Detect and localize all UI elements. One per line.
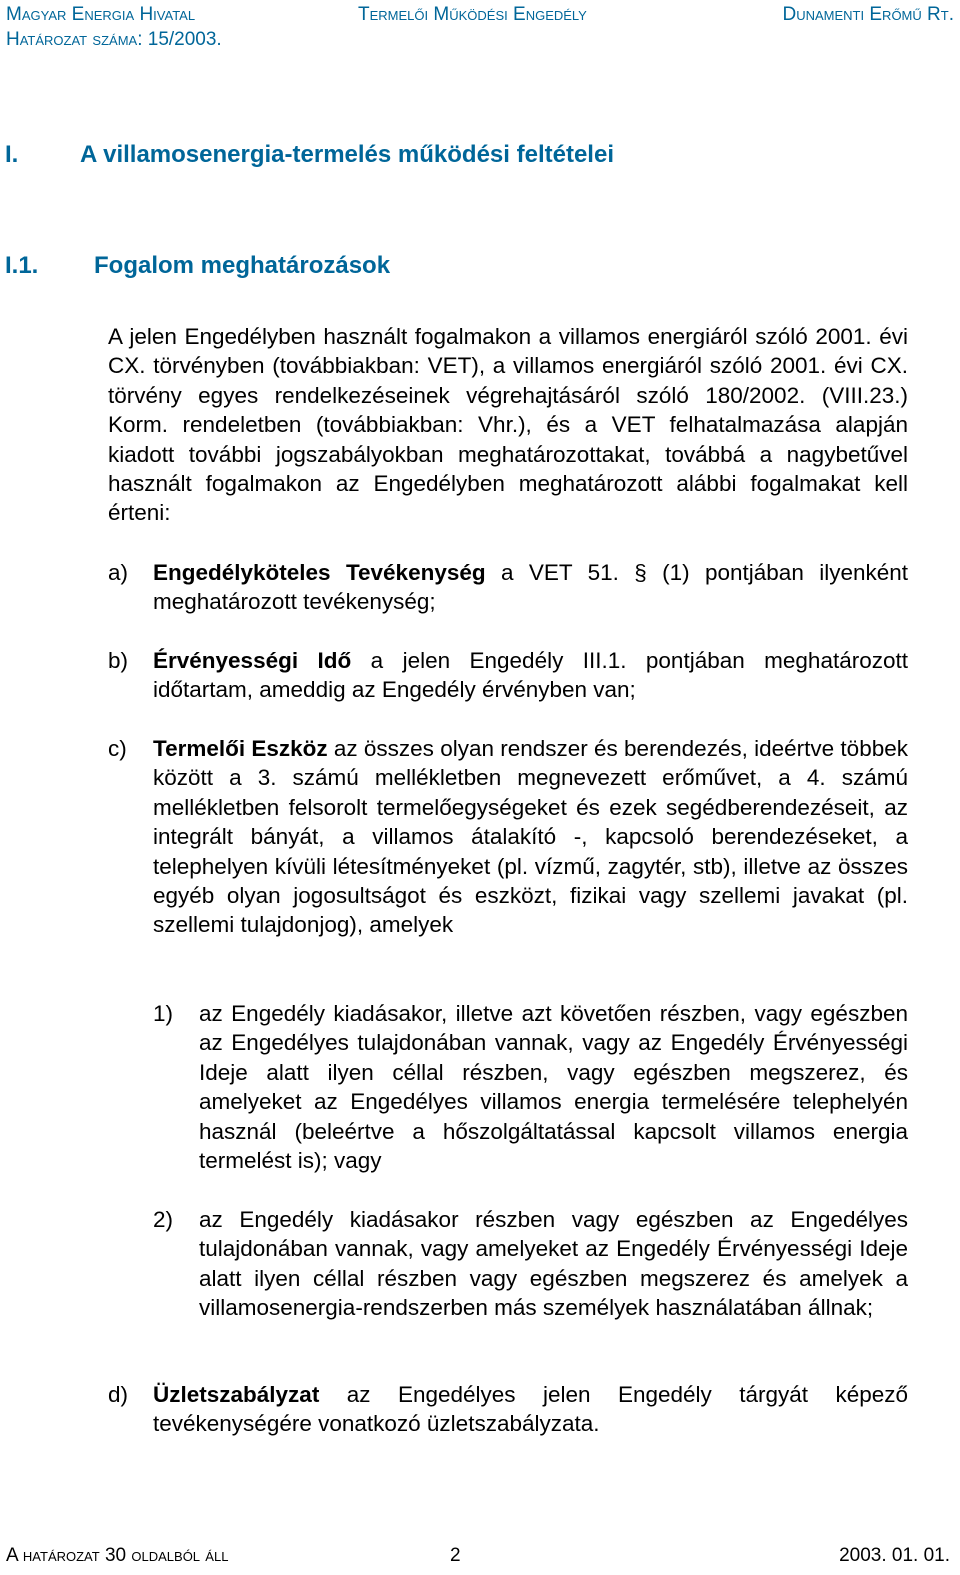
definition-label: c) <box>108 736 127 761</box>
definition-term: Üzletszabályzat <box>153 1382 320 1407</box>
header-company: Dunamenti Erőmű Rt. <box>782 4 954 25</box>
subitem-1: az Engedély kiadásakor, illetve azt követően részben, vagy egészben az Engedélyes tulajdonában vannak, vagy az Engedély Érvényességi Ideje alatt ilyen céllal részben, vagy egészben megszerez, és amelyeket az Engedélyes villamos energia termelésére telephelyén használ (beleértve a hőszolgáltatással kapcsolt villamos energia termelést is); vagy <box>199 1001 908 1174</box>
definition-c <box>153 734 908 940</box>
definition-label: a) <box>108 560 129 585</box>
subitem-label: 2) <box>153 1207 174 1232</box>
section-number: I. <box>5 141 19 168</box>
page-footer <box>0 1545 960 1575</box>
page-header <box>0 0 960 52</box>
footer-date: 2003. 01. 01. <box>839 1545 950 1566</box>
definition-label: d) <box>108 1382 129 1407</box>
definition-text: az Engedélyes jelen Engedély tárgyát képező tevékenységére vonatkozó üzletszabályzata. <box>153 1382 908 1437</box>
subitem-label: 1) <box>153 1001 174 1026</box>
header-doc-type: Termelői Működési Engedély <box>358 4 587 25</box>
subsection-number: I.1. <box>5 252 39 279</box>
header-decision-number: Határozat száma: 15/2003. <box>6 29 222 50</box>
definition-text: a jelen Engedély III.1. pontjában meghatározott időtartam, ameddig az Engedély érvényben van; <box>153 648 908 703</box>
definition-a <box>153 558 908 617</box>
definition-label: b) <box>108 648 129 673</box>
intro-paragraph: A jelen Engedélyben használt fogalmakon a villamos energiáról szóló 2001. évi CX. törvényben (továbbiakban: VET), a villamos energiáról szóló 2001. évi CX. törvény egyes rendelkezéseinek végrehajtásáról szóló 180/2002. (VIII.23.) Korm. rendeletben (továbbiakban: Vhr.), és a VET felhatalmazása alapján kiadott további jogszabályokban meghatározottakat, továbbá a nagybetűvel használt fogalmakon az Engedélyben meghatározott alábbi fogalmakat kell érteni: <box>108 324 908 526</box>
definition-text: az összes olyan rendszer és berendezés, ideértve többek között a 3. számú mellékletben megnevezett erőművet, a 4. számú mellékletben felsorolt termelőegységeket és ezek segédberendezéseit, az integrált bányát, a villamos átalakító -, kapcsoló berendezéseket, a telephelyen kívüli létesítményeket (pl. vízmű, zagytér, stb), illetve az összes egyéb olyan jogosultságot és eszközt, fizikai vagy szellemi javakat (pl. szellemi tulajdonjog), amelyek <box>153 736 908 938</box>
subitem-2: az Engedély kiadásakor részben vagy egészben az Engedélyes tulajdonában vannak, vagy amelyeket az Engedély Érvényességi Ideje alatt ilyen céllal részben vagy egészben megszerez és amelyek a villamosenergia-rendszerben más személyek használatában állnak; <box>199 1207 908 1321</box>
definition-text: a VET 51. § (1) pontjában ilyenként meghatározott tevékenység; <box>153 560 909 615</box>
footer-page-number: 2 <box>450 1545 461 1566</box>
definition-d <box>153 1380 908 1439</box>
footer-page-count: A határozat 30 oldalból áll <box>6 1545 229 1566</box>
definition-term: Érvényességi Idő <box>153 648 352 673</box>
section-title: A villamosenergia-termelés működési feltételei <box>80 141 614 168</box>
subsection-title: Fogalom meghatározások <box>94 252 391 279</box>
header-authority: Magyar Energia Hivatal <box>6 4 196 25</box>
definition-term: Engedélyköteles Tevékenység <box>153 560 486 585</box>
definition-term: Termelői Eszköz <box>153 736 328 761</box>
definition-b <box>153 646 908 705</box>
